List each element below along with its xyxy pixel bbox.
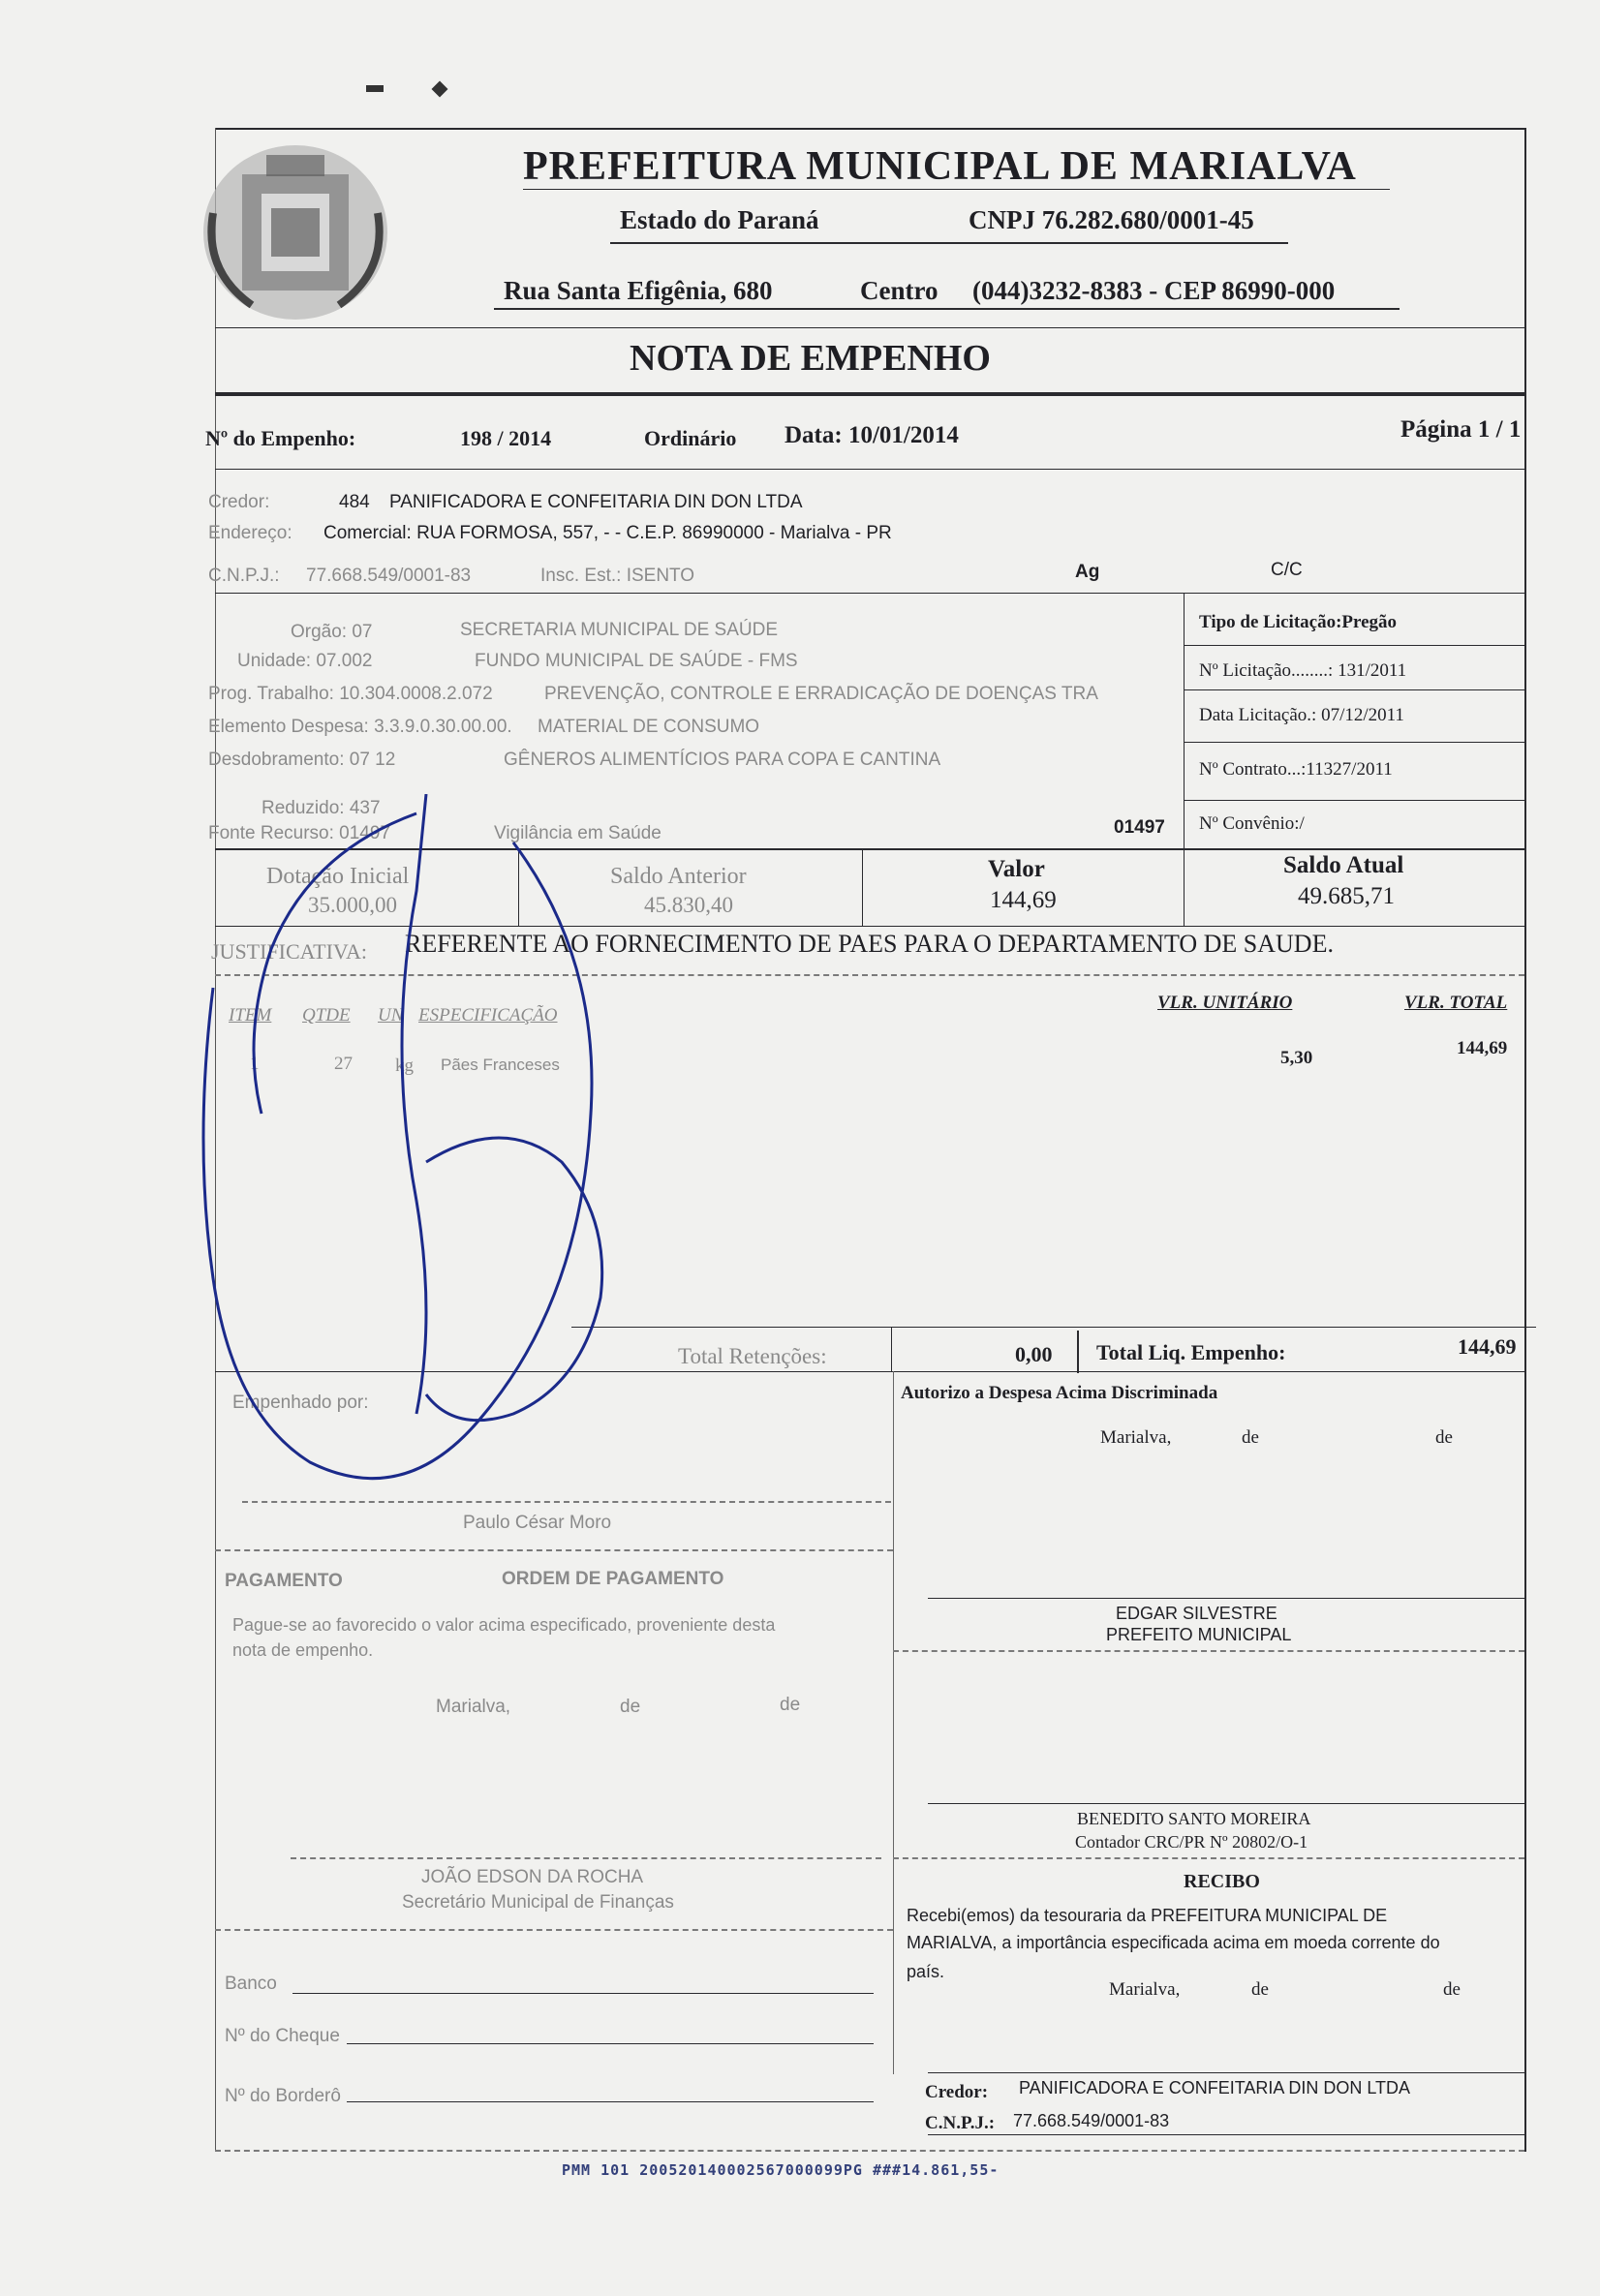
contador-name: BENEDITO SANTO MOREIRA [1077,1809,1311,1828]
state-name: Estado do Paraná [620,205,819,234]
recibo-credor-label: Credor: [925,2082,989,2102]
scan-mark [366,85,384,92]
item-description: Pães Franceses [441,1056,560,1074]
item-number: 1 [250,1054,260,1074]
saldo-anterior-label: Saldo Anterior [610,864,747,889]
scan-mark [432,81,448,98]
ordem-pagamento-title: ORDEM DE PAGAMENTO [502,1569,724,1589]
footer-code: PMM 101 200520140002567000099PG ###14.861,55- [562,2161,1000,2179]
elemento-name: MATERIAL DE CONSUMO [538,717,760,737]
col-header-un: UN [378,1005,404,1026]
header-district: Centro [860,276,938,305]
recibo-cnpj: 77.668.549/0001-83 [1013,2111,1170,2130]
recibo-text-line1: Recebi(emos) da tesouraria da PREFEITURA MUNICIPAL DE [907,1906,1388,1925]
recibo-title: RECIBO [1184,1871,1260,1892]
document-title: NOTA DE EMPENHO [630,338,991,379]
saldo-atual-value: 49.685,71 [1298,883,1395,909]
cheque-label: Nº do Cheque [225,2026,340,2046]
header-phone-cep: (044)3232-8383 - CEP 86990-000 [972,276,1336,305]
creditor-cnpj-label: C.N.P.J.: [208,566,280,586]
fonte-label: Fonte Recurso: 01497 [208,823,391,843]
numero-convenio: Nº Convênio:/ [1199,813,1305,834]
empenhado-por-label: Empenhado por: [232,1393,369,1413]
agency-label: Ag [1075,562,1100,582]
page-title: PREFEITURA MUNICIPAL DE MARIALVA [523,144,1357,189]
unidade-name: FUNDO MUNICIPAL DE SAÚDE - FMS [475,651,798,671]
empenho-number-label: Nº do Empenho: [205,426,356,450]
banco-label: Banco [225,1974,277,1994]
justificativa-label: JUSTIFICATIVA: [211,939,367,964]
valor-value: 144,69 [990,887,1057,913]
col-header-vlr-unitario: VLR. UNITÁRIO [1157,993,1293,1013]
programa-code: Prog. Trabalho: 10.304.0008.2.072 [208,684,493,704]
address-label: Endereço: [208,523,292,543]
numero-contrato: Nº Contrato...:11327/2011 [1199,759,1393,780]
pague-city: Marialva, [436,1697,511,1717]
creditor-name: PANIFICADORA E CONFEITARIA DIN DON LTDA [389,492,803,512]
item-unit: kg [395,1056,414,1076]
header-cnpj: CNPJ 76.282.680/0001-45 [969,205,1254,234]
creditor-cnpj: 77.668.549/0001-83 [306,566,472,586]
total-liquido-value: 144,69 [1458,1334,1517,1359]
orgao-name: SECRETARIA MUNICIPAL DE SAÚDE [460,620,778,640]
item-unit-price: 5,30 [1280,1048,1313,1068]
contador-title: Contador CRC/PR Nº 20802/O-1 [1075,1832,1308,1852]
creditor-address: Comercial: RUA FORMOSA, 557, - - C.E.P. 86990000 - Marialva - PR [323,523,892,543]
creditor-code: 484 [339,492,370,512]
recibo-city: Marialva, [1109,1979,1181,2000]
saldo-atual-label: Saldo Atual [1283,852,1404,878]
account-label: C/C [1271,560,1303,580]
recibo-text-line3: país. [907,1962,945,1981]
creditor-label: Credor: [208,492,270,512]
autorizo-city: Marialva, [1100,1427,1172,1448]
data-licitacao: Data Licitação.: 07/12/2011 [1199,705,1404,725]
autorizo-de-1: de [1242,1427,1259,1448]
retencoes-label: Total Retenções: [678,1344,827,1368]
item-total: 144,69 [1457,1038,1508,1058]
secretario-name: JOÃO EDSON DA ROCHA [421,1867,644,1887]
recibo-credor-name: PANIFICADORA E CONFEITARIA DIN DON LTDA [1019,2078,1411,2097]
recibo-de-2: de [1443,1979,1461,2000]
col-header-vlr-total: VLR. TOTAL [1404,993,1508,1013]
paulo-signature-name: Paulo César Moro [463,1513,612,1533]
secretario-title: Secretário Municipal de Finanças [402,1892,674,1913]
saldo-anterior-value: 45.830,40 [644,893,733,917]
autorizo-de-2: de [1435,1427,1453,1448]
header-address: Rua Santa Efigênia, 680 [504,276,773,305]
total-liquido-label: Total Liq. Empenho: [1096,1340,1286,1364]
empenho-date: Data: 10/01/2014 [785,422,959,448]
justificativa-text: REFERENTE AO FORNECIMENTO DE PAES PARA O DEPARTAMENTO DE SAUDE. [405,930,1334,958]
empenho-number: 198 / 2014 [460,426,552,450]
fonte-name: Vigilância em Saúde [494,823,662,843]
elemento-code: Elemento Despesa: 3.3.9.0.30.00.00. [208,717,512,737]
desdobramento-code: Desdobramento: 07 12 [208,750,396,770]
numero-licitacao: Nº Licitação........: 131/2011 [1199,660,1407,681]
desdobramento-name: GÊNEROS ALIMENTÍCIOS PARA COPA E CANTINA [504,750,941,770]
pague-text-line1: Pague-se ao favorecido o valor acima especificado, proveniente desta [232,1615,776,1635]
pagamento-label: PAGAMENTO [225,1571,343,1591]
item-qtde: 27 [334,1054,353,1074]
prefeito-name: EDGAR SILVESTRE [1116,1604,1277,1623]
programa-name: PREVENÇÃO, CONTROLE E ERRADICAÇÃO DE DOENÇAS TRA [544,684,1098,704]
dotacao-value: 35.000,00 [308,893,397,917]
coat-of-arms-logo [194,136,397,329]
retencoes-value: 0,00 [1015,1342,1053,1366]
fonte-code: 01497 [1114,817,1165,838]
autorizo-text: Autorizo a Despesa Acima Discriminada [901,1383,1218,1403]
recibo-text-line2: MARIALVA, a importância especificada acima em moeda corrente do [907,1933,1440,1952]
pague-text-line2: nota de empenho. [232,1640,374,1660]
recibo-de-1: de [1251,1979,1269,2000]
tipo-licitacao: Tipo de Licitação:Pregão [1199,612,1398,632]
creditor-ie: Insc. Est.: ISENTO [540,566,695,586]
dotacao-label: Dotação Inicial [266,864,410,889]
col-header-item: ITEM [229,1005,272,1026]
empenho-type: Ordinário [644,426,737,450]
valor-label: Valor [988,856,1045,882]
reduzido-code: Reduzido: 437 [262,798,381,818]
col-header-especificacao: ESPECIFICAÇÃO [418,1005,558,1026]
col-header-qtde: QTDE [302,1005,351,1026]
page-number: Página 1 / 1 [1400,416,1522,443]
recibo-cnpj-label: C.N.P.J.: [925,2113,996,2133]
pague-de-2: de [780,1695,801,1715]
unidade-code: Unidade: 07.002 [237,651,373,671]
handwritten-signature [194,794,697,1530]
prefeito-title: PREFEITO MUNICIPAL [1106,1625,1292,1644]
pague-de-1: de [620,1697,641,1717]
bordero-label: Nº do Borderô [225,2086,341,2106]
orgao-code: Orgão: 07 [291,622,373,642]
